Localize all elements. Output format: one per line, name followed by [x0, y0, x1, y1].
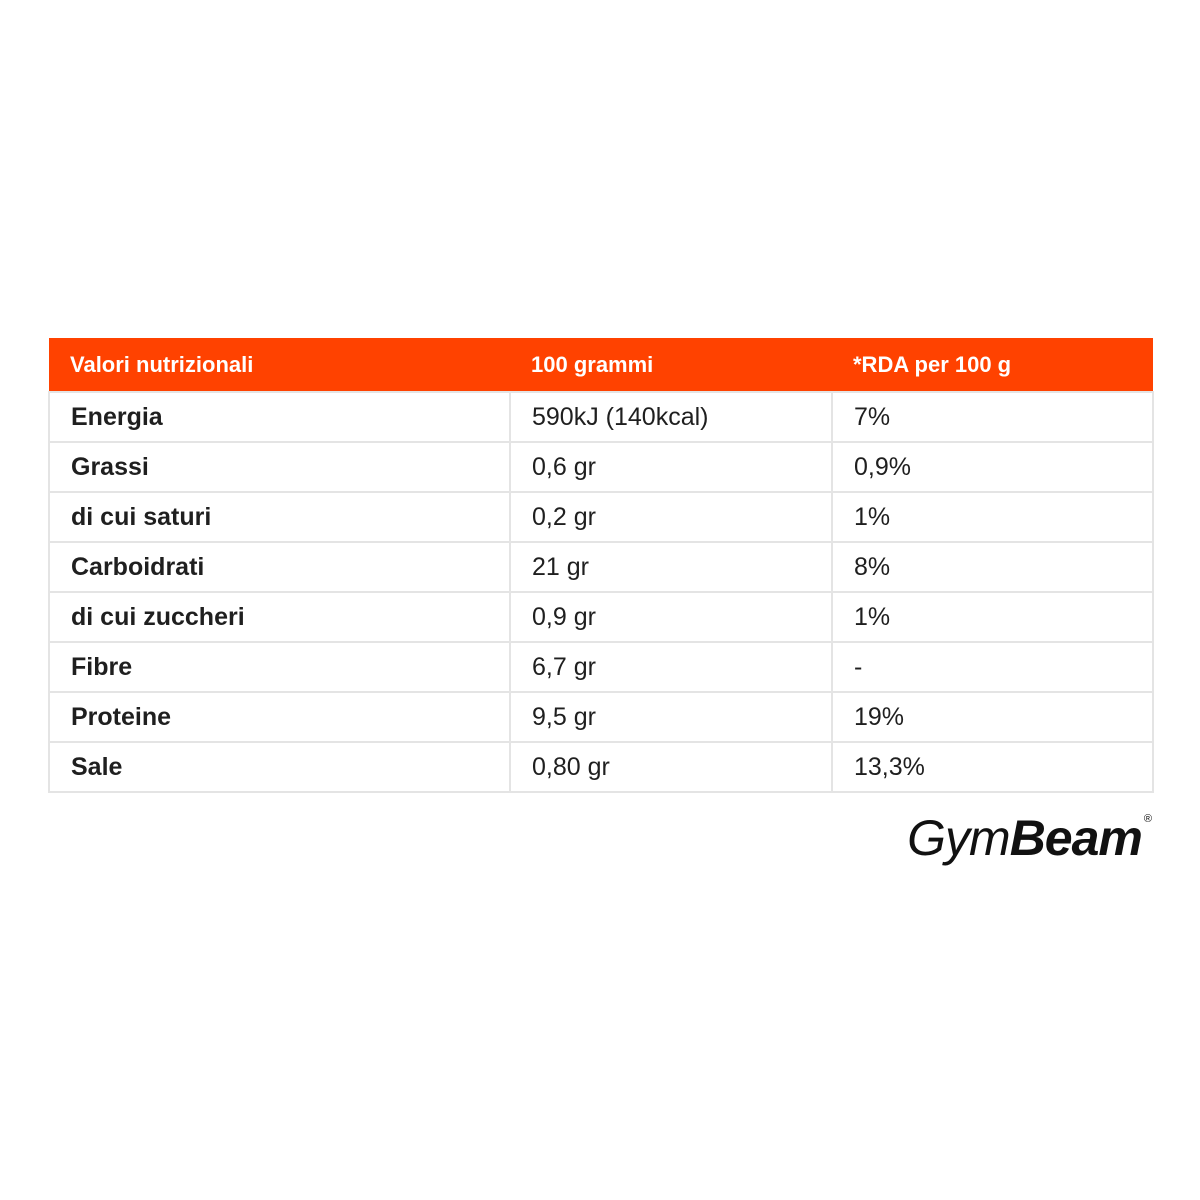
rda-value: -	[832, 642, 1153, 692]
table-row	[49, 542, 1153, 592]
nutrient-name: Sale	[49, 742, 510, 792]
nutrition-table	[48, 338, 1154, 793]
nutrient-name: Fibre	[49, 642, 510, 692]
amount-per-100g: 0,6 gr	[510, 442, 832, 492]
rda-value: 13,3%	[832, 742, 1153, 792]
rda-value: 7%	[832, 392, 1153, 442]
header-nutrient: Valori nutrizionali	[70, 351, 254, 377]
rda-value: 0,9%	[832, 442, 1153, 492]
header-rda: *RDA per 100 g	[853, 351, 1012, 377]
amount-per-100g: 0,2 gr	[510, 492, 832, 542]
amount-per-100g: 9,5 gr	[510, 692, 832, 742]
nutrient-name: Proteine	[49, 692, 510, 742]
table-row	[49, 442, 1153, 492]
nutrient-name: Carboidrati	[49, 542, 510, 592]
amount-per-100g: 0,80 gr	[510, 742, 832, 792]
table-row	[49, 742, 1153, 792]
amount-per-100g: 590kJ (140kcal)	[510, 392, 832, 442]
amount-per-100g: 6,7 gr	[510, 642, 832, 692]
amount-per-100g: 0,9 gr	[510, 592, 832, 642]
logo-text-beam: Beam	[1009, 810, 1142, 866]
rda-value: 1%	[832, 492, 1153, 542]
table-row	[49, 642, 1153, 692]
header-per-100g: 100 grammi	[531, 351, 654, 377]
table-row	[49, 392, 1153, 442]
nutrient-name: Energia	[49, 392, 510, 442]
nutrient-name: Grassi	[49, 442, 510, 492]
registered-mark: ®	[1143, 813, 1152, 825]
amount-per-100g: 21 gr	[510, 542, 832, 592]
logo-text-gym: Gym	[907, 810, 1010, 866]
table-row	[49, 592, 1153, 642]
gymbeam-logo	[907, 808, 1152, 868]
rda-value: 19%	[832, 692, 1153, 742]
rda-value: 8%	[832, 542, 1153, 592]
rda-value: 1%	[832, 592, 1153, 642]
nutrient-name: di cui zuccheri	[49, 592, 510, 642]
table-row	[49, 492, 1153, 542]
nutrient-name: di cui saturi	[49, 492, 510, 542]
header-row	[49, 338, 1153, 392]
table-row	[49, 692, 1153, 742]
